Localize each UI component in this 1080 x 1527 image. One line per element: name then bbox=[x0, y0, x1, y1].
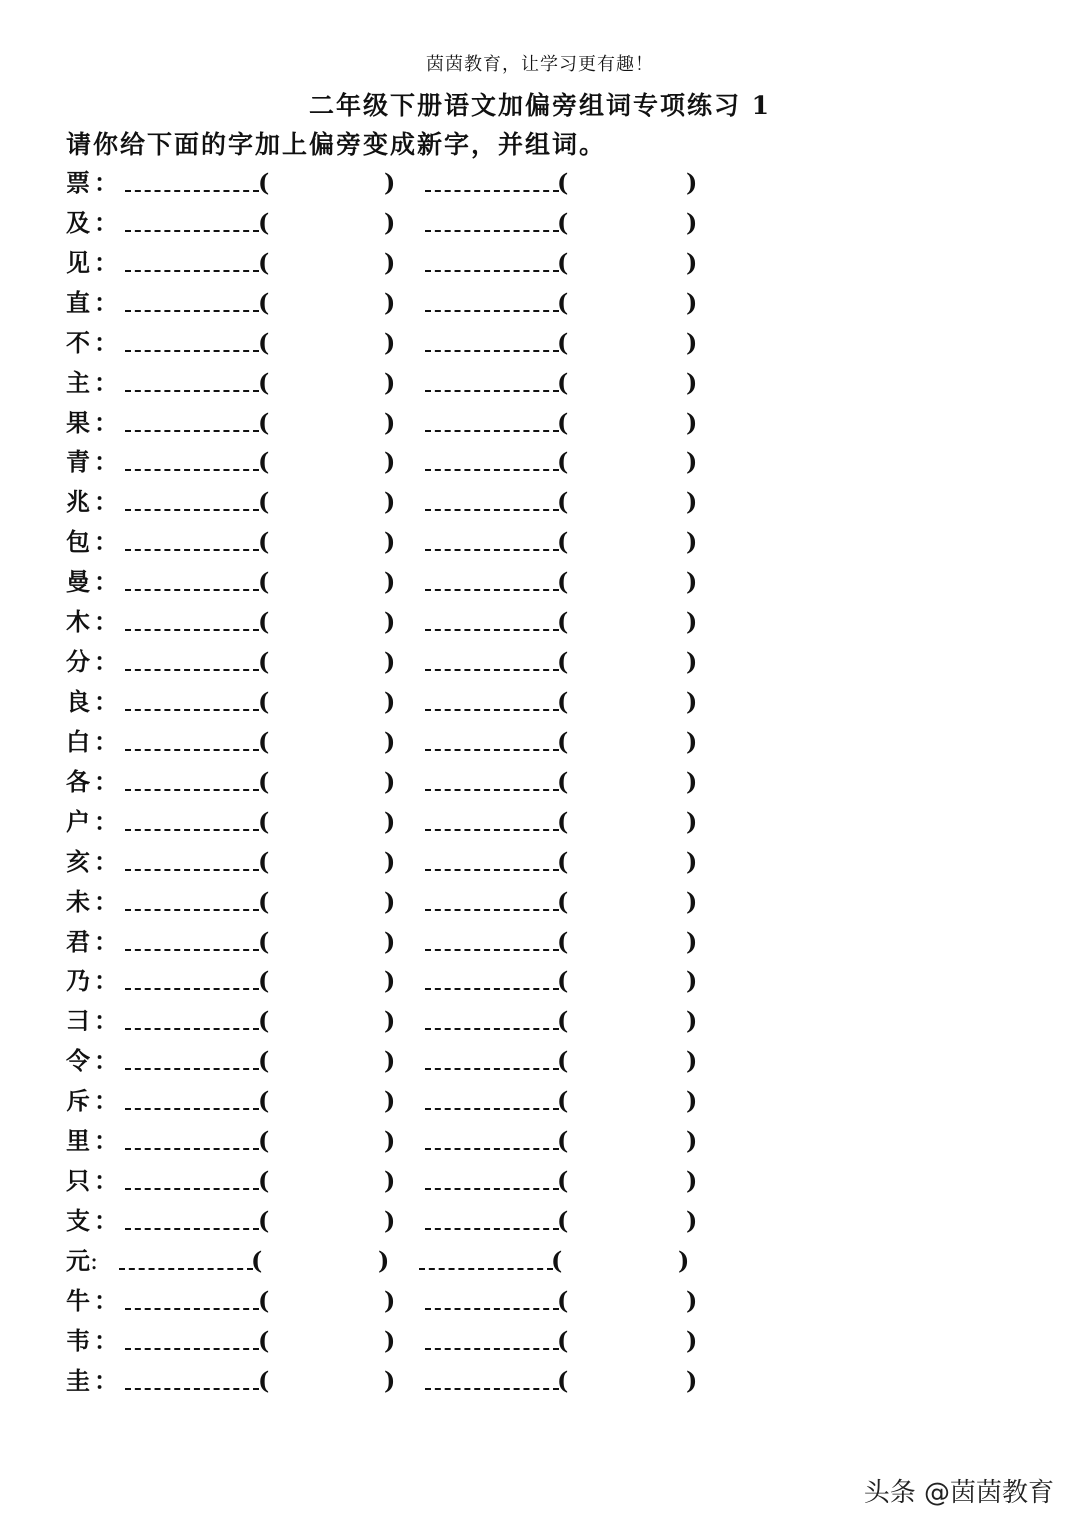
new-character-blank-1[interactable] bbox=[125, 430, 259, 432]
word-close-paren-1: ) bbox=[384, 1046, 396, 1076]
word-close-paren-2: ) bbox=[686, 846, 698, 876]
new-character-blank-1[interactable] bbox=[125, 1068, 259, 1070]
exercise-row bbox=[0, 961, 1080, 1001]
new-character-blank-2[interactable] bbox=[425, 789, 559, 791]
word-open-paren-2: ( bbox=[557, 168, 569, 197]
new-character-blank-2[interactable] bbox=[425, 949, 559, 951]
word-open-paren-2: ( bbox=[557, 1046, 569, 1076]
word-open-paren-1: ( bbox=[258, 527, 270, 557]
new-character-blank-2[interactable] bbox=[425, 749, 559, 751]
exercise-row bbox=[0, 1201, 1080, 1241]
word-close-paren-2: ) bbox=[686, 447, 698, 477]
word-close-paren-2: ) bbox=[686, 527, 698, 557]
base-character: 彐 bbox=[66, 1006, 90, 1036]
word-close-paren-2: ) bbox=[686, 966, 698, 996]
word-open-paren-1: ( bbox=[258, 247, 270, 277]
word-open-paren-2: ( bbox=[557, 1126, 569, 1156]
colon: ： bbox=[94, 1205, 118, 1235]
word-open-paren-1: ( bbox=[258, 1086, 270, 1116]
new-character-blank-1[interactable] bbox=[125, 949, 259, 951]
word-open-paren-1: ( bbox=[258, 647, 270, 677]
word-open-paren-2: ( bbox=[557, 607, 569, 637]
new-character-blank-1[interactable] bbox=[125, 669, 259, 671]
word-open-paren-1: ( bbox=[258, 447, 270, 477]
word-close-paren-1: ) bbox=[384, 527, 396, 557]
colon: ： bbox=[94, 1046, 118, 1076]
word-close-paren-2: ) bbox=[686, 407, 698, 437]
base-character: 支 bbox=[66, 1205, 90, 1235]
word-close-paren-1: ) bbox=[384, 726, 396, 756]
word-close-paren-1: ) bbox=[384, 766, 396, 796]
exercise-row bbox=[0, 1001, 1080, 1041]
new-character-blank-1[interactable] bbox=[125, 1108, 259, 1110]
colon: ： bbox=[94, 726, 118, 756]
word-close-paren-1: ) bbox=[384, 287, 396, 317]
word-open-paren-1: ( bbox=[258, 407, 270, 437]
word-close-paren-1: ) bbox=[384, 1086, 396, 1116]
new-character-blank-2[interactable] bbox=[425, 1028, 559, 1030]
word-open-paren-2: ( bbox=[557, 846, 569, 876]
word-close-paren-2: ) bbox=[686, 647, 698, 677]
new-character-blank-1[interactable] bbox=[125, 469, 259, 471]
new-character-blank-1[interactable] bbox=[125, 190, 259, 192]
base-character: 分 bbox=[66, 647, 90, 677]
new-character-blank-2[interactable] bbox=[425, 1348, 559, 1350]
exercise-row bbox=[0, 1121, 1080, 1161]
new-character-blank-2[interactable] bbox=[425, 350, 559, 352]
word-open-paren-2: ( bbox=[557, 1325, 569, 1355]
word-open-paren-1: ( bbox=[258, 367, 270, 397]
word-close-paren-1: ) bbox=[384, 806, 396, 836]
word-close-paren-2: ) bbox=[686, 567, 698, 597]
word-close-paren-2: ) bbox=[686, 1166, 698, 1196]
word-close-paren-1: ) bbox=[384, 567, 396, 597]
word-open-paren-2: ( bbox=[557, 1006, 569, 1036]
word-close-paren-1: ) bbox=[384, 1325, 396, 1355]
exercise-row bbox=[0, 522, 1080, 562]
base-character: 令 bbox=[66, 1046, 90, 1076]
exercise-row bbox=[0, 762, 1080, 802]
word-close-paren-1: ) bbox=[384, 1166, 396, 1196]
word-close-paren-1: ) bbox=[384, 686, 396, 716]
new-character-blank-1[interactable] bbox=[125, 509, 259, 511]
base-character: 直 bbox=[66, 287, 90, 317]
new-character-blank-2[interactable] bbox=[425, 1308, 559, 1310]
base-character: 斥 bbox=[66, 1086, 90, 1116]
word-open-paren-1: ( bbox=[258, 287, 270, 317]
exercise-row bbox=[0, 1081, 1080, 1121]
new-character-blank-2[interactable] bbox=[425, 589, 559, 591]
new-character-blank-1[interactable] bbox=[125, 749, 259, 751]
new-character-blank-1[interactable] bbox=[125, 390, 259, 392]
word-open-paren-1: ( bbox=[258, 1166, 270, 1196]
exercise-row bbox=[0, 1041, 1080, 1081]
new-character-blank-2[interactable] bbox=[425, 390, 559, 392]
exercise-row bbox=[0, 1281, 1080, 1321]
colon: ： bbox=[94, 1006, 118, 1036]
new-character-blank-1[interactable] bbox=[125, 909, 259, 911]
colon: ： bbox=[94, 1285, 118, 1315]
new-character-blank-1[interactable] bbox=[125, 829, 259, 831]
word-open-paren-2: ( bbox=[557, 327, 569, 357]
base-character: 牛 bbox=[66, 1285, 90, 1315]
exercise-row bbox=[0, 323, 1080, 363]
word-open-paren-2: ( bbox=[557, 806, 569, 836]
word-open-paren-2: ( bbox=[557, 1205, 569, 1235]
base-character: 主 bbox=[66, 367, 90, 397]
exercise-row bbox=[0, 842, 1080, 882]
word-open-paren-1: ( bbox=[258, 886, 270, 916]
new-character-blank-1[interactable] bbox=[125, 350, 259, 352]
new-character-blank-1[interactable] bbox=[125, 589, 259, 591]
word-open-paren-2: ( bbox=[557, 726, 569, 756]
colon: ： bbox=[94, 247, 118, 277]
word-open-paren-2: ( bbox=[557, 766, 569, 796]
base-character: 包 bbox=[66, 527, 90, 557]
exercise-row bbox=[0, 1321, 1080, 1361]
word-close-paren-1: ) bbox=[384, 168, 396, 197]
new-character-blank-2[interactable] bbox=[425, 430, 559, 432]
new-character-blank-1[interactable] bbox=[125, 1388, 259, 1390]
new-character-blank-2[interactable] bbox=[425, 1108, 559, 1110]
word-open-paren-1: ( bbox=[258, 207, 270, 237]
base-character: 白 bbox=[66, 726, 90, 756]
word-close-paren-1: ) bbox=[384, 1205, 396, 1235]
word-open-paren-1: ( bbox=[258, 806, 270, 836]
word-close-paren-2: ) bbox=[686, 1205, 698, 1235]
new-character-blank-1[interactable] bbox=[125, 310, 259, 312]
new-character-blank-2[interactable] bbox=[425, 869, 559, 871]
word-open-paren-1: ( bbox=[258, 926, 270, 956]
colon: ： bbox=[94, 846, 118, 876]
colon: ： bbox=[94, 686, 118, 716]
word-open-paren-2: ( bbox=[557, 367, 569, 397]
exercise-row bbox=[0, 722, 1080, 762]
new-character-blank-2[interactable] bbox=[425, 1148, 559, 1150]
word-close-paren-1: ) bbox=[384, 1126, 396, 1156]
word-open-paren-2: ( bbox=[557, 407, 569, 437]
new-character-blank-2[interactable] bbox=[425, 629, 559, 631]
word-close-paren-2: ) bbox=[686, 726, 698, 756]
word-close-paren-1: ) bbox=[384, 966, 396, 996]
new-character-blank-1[interactable] bbox=[125, 1308, 259, 1310]
word-close-paren-1: ) bbox=[384, 1285, 396, 1315]
word-open-paren-2: ( bbox=[557, 1285, 569, 1315]
exercise-row bbox=[0, 203, 1080, 243]
word-close-paren-2: ) bbox=[678, 1245, 690, 1275]
word-open-paren-2: ( bbox=[557, 886, 569, 916]
colon: ： bbox=[94, 207, 118, 237]
new-character-blank-1[interactable] bbox=[119, 1268, 253, 1270]
word-close-paren-2: ) bbox=[686, 1325, 698, 1355]
new-character-blank-2[interactable] bbox=[425, 1188, 559, 1190]
exercise-row bbox=[0, 1361, 1080, 1401]
word-open-paren-1: ( bbox=[258, 607, 270, 637]
exercise-row bbox=[0, 922, 1080, 962]
word-open-paren-2: ( bbox=[557, 527, 569, 557]
word-open-paren-1: ( bbox=[258, 1205, 270, 1235]
word-close-paren-2: ) bbox=[686, 607, 698, 637]
word-open-paren-1: ( bbox=[258, 1046, 270, 1076]
word-close-paren-2: ) bbox=[686, 686, 698, 716]
new-character-blank-2[interactable] bbox=[425, 709, 559, 711]
new-character-blank-1[interactable] bbox=[125, 869, 259, 871]
word-open-paren-1: ( bbox=[258, 1365, 270, 1395]
base-character: 票 bbox=[66, 168, 90, 197]
base-character: 里 bbox=[66, 1126, 90, 1156]
word-open-paren-2: ( bbox=[557, 247, 569, 277]
word-open-paren-1: ( bbox=[258, 168, 270, 197]
word-open-paren-2: ( bbox=[557, 1086, 569, 1116]
colon: ： bbox=[94, 886, 118, 916]
base-character: 只 bbox=[66, 1166, 90, 1196]
word-open-paren-2: ( bbox=[557, 686, 569, 716]
word-close-paren-2: ) bbox=[686, 207, 698, 237]
base-character: 各 bbox=[66, 766, 90, 796]
base-character: 木 bbox=[66, 607, 90, 637]
base-character: 户 bbox=[66, 806, 90, 836]
word-close-paren-2: ) bbox=[686, 1365, 698, 1395]
word-close-paren-1: ) bbox=[384, 367, 396, 397]
new-character-blank-1[interactable] bbox=[125, 549, 259, 551]
new-character-blank-1[interactable] bbox=[125, 1148, 259, 1150]
colon: : bbox=[90, 1246, 99, 1275]
word-open-paren-2: ( bbox=[557, 287, 569, 317]
word-close-paren-1: ) bbox=[384, 607, 396, 637]
base-character: 不 bbox=[66, 327, 90, 357]
word-close-paren-1: ) bbox=[384, 647, 396, 677]
word-close-paren-2: ) bbox=[686, 168, 698, 197]
colon: ： bbox=[94, 1166, 118, 1196]
word-close-paren-1: ) bbox=[384, 926, 396, 956]
word-close-paren-1: ) bbox=[384, 1006, 396, 1036]
new-character-blank-1[interactable] bbox=[125, 709, 259, 711]
word-open-paren-2: ( bbox=[557, 966, 569, 996]
colon: ： bbox=[94, 168, 118, 197]
colon: ： bbox=[94, 407, 118, 437]
new-character-blank-2[interactable] bbox=[425, 669, 559, 671]
base-character: 韦 bbox=[66, 1325, 90, 1355]
new-character-blank-2[interactable] bbox=[425, 829, 559, 831]
colon: ： bbox=[94, 607, 118, 637]
new-character-blank-1[interactable] bbox=[125, 230, 259, 232]
colon: ： bbox=[94, 327, 118, 357]
exercise-row bbox=[0, 1241, 1080, 1281]
colon: ： bbox=[94, 287, 118, 317]
word-close-paren-2: ) bbox=[686, 886, 698, 916]
word-close-paren-1: ) bbox=[384, 407, 396, 437]
exercise-row bbox=[0, 562, 1080, 602]
new-character-blank-2[interactable] bbox=[425, 1068, 559, 1070]
word-close-paren-2: ) bbox=[686, 1285, 698, 1315]
exercise-row bbox=[0, 403, 1080, 443]
colon: ： bbox=[94, 567, 118, 597]
new-character-blank-2[interactable] bbox=[425, 190, 559, 192]
colon: ： bbox=[94, 966, 118, 996]
word-close-paren-1: ) bbox=[384, 846, 396, 876]
new-character-blank-1[interactable] bbox=[125, 988, 259, 990]
base-character: 果 bbox=[66, 407, 90, 437]
exercise-list bbox=[0, 163, 1080, 1401]
header-slogan: 茵茵教育，让学习更有趣！ bbox=[426, 54, 654, 75]
word-close-paren-1: ) bbox=[384, 207, 396, 237]
word-open-paren-1: ( bbox=[258, 686, 270, 716]
word-open-paren-1: ( bbox=[258, 487, 270, 517]
colon: ： bbox=[94, 487, 118, 517]
word-close-paren-2: ) bbox=[686, 926, 698, 956]
new-character-blank-2[interactable] bbox=[425, 549, 559, 551]
word-close-paren-2: ) bbox=[686, 806, 698, 836]
new-character-blank-1[interactable] bbox=[125, 270, 259, 272]
word-close-paren-2: ) bbox=[686, 367, 698, 397]
exercise-row bbox=[0, 243, 1080, 283]
new-character-blank-2[interactable] bbox=[419, 1268, 553, 1270]
base-character: 青 bbox=[66, 447, 90, 477]
new-character-blank-2[interactable] bbox=[425, 1228, 559, 1230]
colon: ： bbox=[94, 447, 118, 477]
word-close-paren-2: ) bbox=[686, 247, 698, 277]
word-open-paren-2: ( bbox=[557, 1166, 569, 1196]
word-close-paren-1: ) bbox=[384, 1365, 396, 1395]
word-close-paren-1: ) bbox=[384, 886, 396, 916]
exercise-row bbox=[0, 1161, 1080, 1201]
base-character: 未 bbox=[66, 886, 90, 916]
colon: ： bbox=[94, 1325, 118, 1355]
new-character-blank-1[interactable] bbox=[125, 1188, 259, 1190]
word-close-paren-2: ) bbox=[686, 487, 698, 517]
base-character: 亥 bbox=[66, 846, 90, 876]
word-open-paren-2: ( bbox=[557, 487, 569, 517]
new-character-blank-1[interactable] bbox=[125, 1348, 259, 1350]
word-open-paren-1: ( bbox=[251, 1245, 263, 1275]
new-character-blank-1[interactable] bbox=[125, 789, 259, 791]
exercise-row bbox=[0, 283, 1080, 323]
base-character: 乃 bbox=[66, 966, 90, 996]
word-open-paren-1: ( bbox=[258, 1126, 270, 1156]
exercise-row bbox=[0, 482, 1080, 522]
word-open-paren-1: ( bbox=[258, 1285, 270, 1315]
word-open-paren-2: ( bbox=[557, 567, 569, 597]
word-open-paren-2: ( bbox=[557, 647, 569, 677]
word-close-paren-2: ) bbox=[686, 766, 698, 796]
instruction-text: 请你给下面的字加上偏旁变成新字，并组词。 bbox=[66, 130, 607, 159]
word-close-paren-2: ) bbox=[686, 1006, 698, 1036]
word-close-paren-1: ) bbox=[384, 247, 396, 277]
exercise-row bbox=[0, 642, 1080, 682]
word-open-paren-1: ( bbox=[258, 726, 270, 756]
colon: ： bbox=[94, 766, 118, 796]
base-character: 元 bbox=[66, 1245, 90, 1275]
colon: ： bbox=[94, 926, 118, 956]
base-character: 兆 bbox=[66, 487, 90, 517]
new-character-blank-2[interactable] bbox=[425, 1388, 559, 1390]
watermark: 头条 @茵茵教育 bbox=[863, 1478, 1054, 1508]
base-character: 君 bbox=[66, 926, 90, 956]
word-open-paren-2: ( bbox=[557, 207, 569, 237]
word-open-paren-2: ( bbox=[557, 1365, 569, 1395]
exercise-row bbox=[0, 682, 1080, 722]
word-close-paren-2: ) bbox=[686, 1046, 698, 1076]
word-open-paren-1: ( bbox=[258, 327, 270, 357]
word-open-paren-2: ( bbox=[551, 1245, 563, 1275]
word-open-paren-2: ( bbox=[557, 447, 569, 477]
colon: ： bbox=[94, 1086, 118, 1116]
colon: ： bbox=[94, 1365, 118, 1395]
new-character-blank-1[interactable] bbox=[125, 1028, 259, 1030]
exercise-row bbox=[0, 163, 1080, 203]
word-open-paren-1: ( bbox=[258, 846, 270, 876]
new-character-blank-2[interactable] bbox=[425, 509, 559, 511]
exercise-row bbox=[0, 882, 1080, 922]
new-character-blank-1[interactable] bbox=[125, 629, 259, 631]
colon: ： bbox=[94, 367, 118, 397]
word-close-paren-1: ) bbox=[378, 1245, 390, 1275]
exercise-row bbox=[0, 363, 1080, 403]
colon: ： bbox=[94, 647, 118, 677]
base-character: 良 bbox=[66, 686, 90, 716]
colon: ： bbox=[94, 1126, 118, 1156]
word-close-paren-1: ) bbox=[384, 447, 396, 477]
exercise-row bbox=[0, 802, 1080, 842]
base-character: 见 bbox=[66, 247, 90, 277]
word-close-paren-2: ) bbox=[686, 1086, 698, 1116]
colon: ： bbox=[94, 806, 118, 836]
word-open-paren-1: ( bbox=[258, 766, 270, 796]
base-character: 曼 bbox=[66, 567, 90, 597]
word-open-paren-1: ( bbox=[258, 567, 270, 597]
colon: ： bbox=[94, 527, 118, 557]
new-character-blank-2[interactable] bbox=[425, 230, 559, 232]
word-open-paren-1: ( bbox=[258, 1325, 270, 1355]
new-character-blank-1[interactable] bbox=[125, 1228, 259, 1230]
new-character-blank-2[interactable] bbox=[425, 310, 559, 312]
word-close-paren-1: ) bbox=[384, 487, 396, 517]
new-character-blank-2[interactable] bbox=[425, 988, 559, 990]
new-character-blank-2[interactable] bbox=[425, 469, 559, 471]
page-title: 二年级下册语文加偏旁组词专项练习 1 bbox=[308, 91, 772, 120]
word-open-paren-1: ( bbox=[258, 966, 270, 996]
word-open-paren-2: ( bbox=[557, 926, 569, 956]
word-close-paren-2: ) bbox=[686, 287, 698, 317]
new-character-blank-2[interactable] bbox=[425, 270, 559, 272]
new-character-blank-2[interactable] bbox=[425, 909, 559, 911]
word-open-paren-1: ( bbox=[258, 1006, 270, 1036]
base-character: 及 bbox=[66, 207, 90, 237]
exercise-row bbox=[0, 442, 1080, 482]
base-character: 圭 bbox=[66, 1365, 90, 1395]
word-close-paren-1: ) bbox=[384, 327, 396, 357]
word-close-paren-2: ) bbox=[686, 1126, 698, 1156]
exercise-row bbox=[0, 602, 1080, 642]
word-close-paren-2: ) bbox=[686, 327, 698, 357]
